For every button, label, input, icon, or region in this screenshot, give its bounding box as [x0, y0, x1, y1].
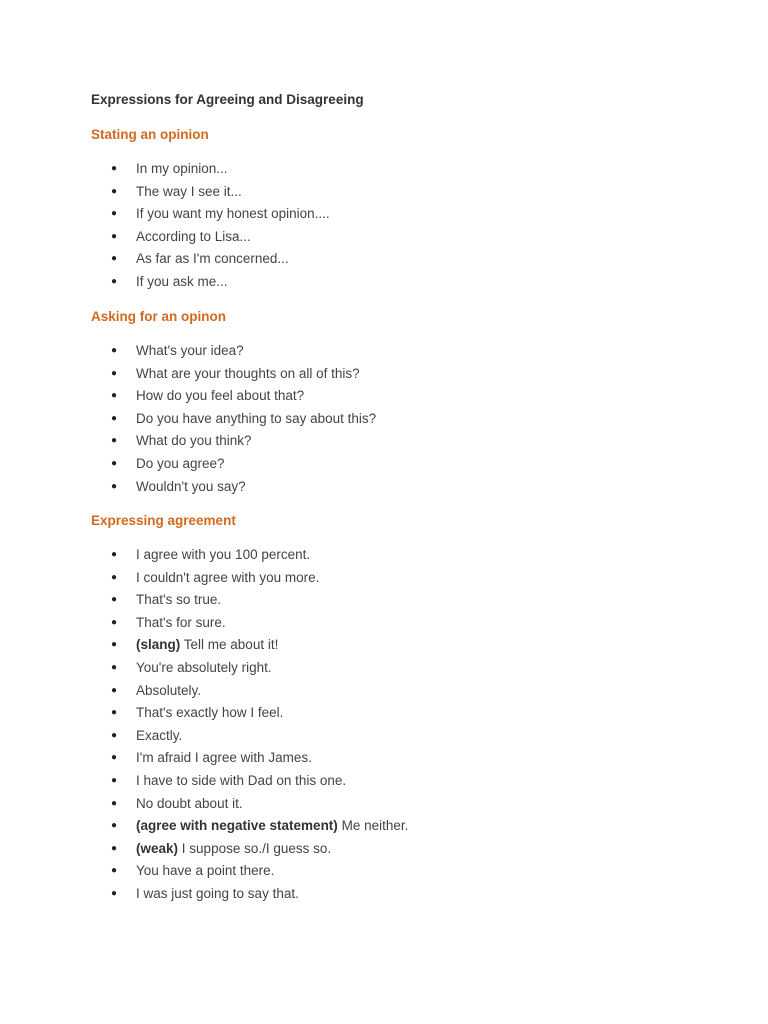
item-phrase: Wouldn't you say? — [136, 478, 246, 494]
bullet-icon: ● — [111, 842, 118, 854]
bullet-icon: ● — [111, 774, 118, 786]
list-item-text — [136, 680, 201, 703]
list-item-text — [136, 476, 246, 499]
item-phrase: I couldn't agree with you more. — [136, 569, 320, 585]
bullet-icon: ● — [111, 390, 118, 402]
item-phrase: No doubt about it. — [136, 795, 243, 811]
bullet-icon: ● — [111, 707, 118, 719]
bullet-icon: ● — [111, 616, 118, 628]
bullet-icon: ● — [111, 661, 118, 673]
item-phrase: Do you agree? — [136, 455, 225, 471]
section-heading: Asking for an opinon — [91, 309, 226, 324]
bullet-icon: ● — [111, 797, 118, 809]
bullet-icon: ● — [111, 275, 118, 287]
bullet-icon: ● — [111, 887, 118, 899]
bullet-icon: ● — [111, 752, 118, 764]
bullet-icon: ● — [111, 865, 118, 877]
list-item-text — [136, 271, 228, 294]
bullet-icon: ● — [111, 820, 118, 832]
item-phrase: Tell me about it! — [183, 637, 279, 653]
bullet-icon: ● — [111, 253, 118, 265]
bullet-icon: ● — [111, 639, 118, 651]
list-item-text — [136, 453, 225, 476]
list-item-text — [136, 883, 299, 906]
item-phrase: How do you feel about that? — [136, 388, 305, 404]
item-phrase: If you want my honest opinion.... — [136, 206, 330, 222]
bullet-icon: ● — [111, 345, 118, 356]
list-item-text — [136, 385, 304, 408]
list-item-text — [136, 634, 278, 657]
document-title: Expressions for Agreeing and Disagreeing — [91, 92, 364, 107]
list-item-text — [136, 544, 310, 567]
bullet-icon: ● — [111, 163, 118, 174]
bullet-icon: ● — [111, 684, 118, 696]
item-phrase: Absolutely. — [136, 682, 202, 698]
item-phrase: I'm afraid I agree with James. — [136, 750, 312, 766]
list-item-text — [136, 725, 182, 748]
section-heading: Stating an opinion — [91, 127, 209, 142]
bullet-icon: ● — [111, 185, 118, 197]
item-phrase: What do you think? — [136, 433, 252, 449]
list-item-text — [136, 860, 274, 883]
item-phrase: I was just going to say that. — [136, 885, 299, 901]
list-item-text — [136, 363, 360, 386]
item-phrase: Exactly. — [136, 727, 183, 743]
bullet-icon: ● — [111, 594, 118, 606]
bullet-icon: ● — [111, 571, 118, 583]
bullet-icon: ● — [111, 208, 118, 220]
item-phrase: In my opinion... — [136, 161, 228, 176]
list-item-text — [136, 181, 242, 204]
list-item-text — [136, 747, 312, 770]
list-item-text — [136, 430, 252, 453]
item-phrase: According to Lisa... — [136, 228, 251, 244]
list-item-text — [136, 612, 226, 635]
item-phrase: As far as I'm concerned... — [136, 251, 289, 267]
list-item-text — [136, 702, 283, 725]
list-item-text — [136, 408, 376, 431]
item-qualifier: (agree with negative statement) — [136, 818, 338, 834]
item-phrase: That's for sure. — [136, 614, 226, 630]
list-item-text — [136, 657, 272, 680]
item-phrase: You have a point there. — [136, 863, 275, 879]
bullet-icon: ● — [111, 549, 118, 560]
bullet-icon: ● — [111, 457, 118, 469]
item-phrase: I agree with you 100 percent. — [136, 547, 311, 562]
list-item-text — [136, 793, 243, 816]
bullet-icon: ● — [111, 367, 118, 379]
bullet-icon: ● — [111, 480, 118, 492]
list-item-text — [136, 770, 346, 793]
item-phrase: That's so true. — [136, 592, 222, 608]
item-phrase: I suppose so./I guess so. — [181, 840, 332, 856]
item-phrase: What's your idea? — [136, 343, 244, 358]
list-item-text — [136, 340, 244, 363]
item-phrase: The way I see it... — [136, 183, 242, 199]
bullet-icon: ● — [111, 412, 118, 424]
bullet-icon: ● — [111, 435, 118, 447]
item-phrase: I have to side with Dad on this one. — [136, 772, 347, 788]
list-item-text — [136, 226, 251, 249]
item-phrase: Me neither. — [341, 818, 409, 834]
list-item-text — [136, 815, 408, 838]
list-item-text — [136, 158, 228, 181]
list-item-text — [136, 838, 331, 861]
bullet-icon: ● — [111, 230, 118, 242]
item-phrase: If you ask me... — [136, 273, 228, 289]
item-phrase: Do you have anything to say about this? — [136, 410, 377, 426]
item-phrase: What are your thoughts on all of this? — [136, 365, 360, 381]
item-phrase: That's exactly how I feel. — [136, 705, 284, 721]
list-item-text — [136, 203, 330, 226]
bullet-icon: ● — [111, 729, 118, 741]
list-item-text — [136, 589, 221, 612]
list-item-text — [136, 567, 319, 590]
item-qualifier: (slang) — [136, 637, 181, 653]
list-item-text — [136, 248, 289, 271]
item-phrase: You're absolutely right. — [136, 659, 272, 675]
section-heading: Expressing agreement — [91, 513, 236, 528]
item-qualifier: (weak) — [136, 840, 179, 856]
